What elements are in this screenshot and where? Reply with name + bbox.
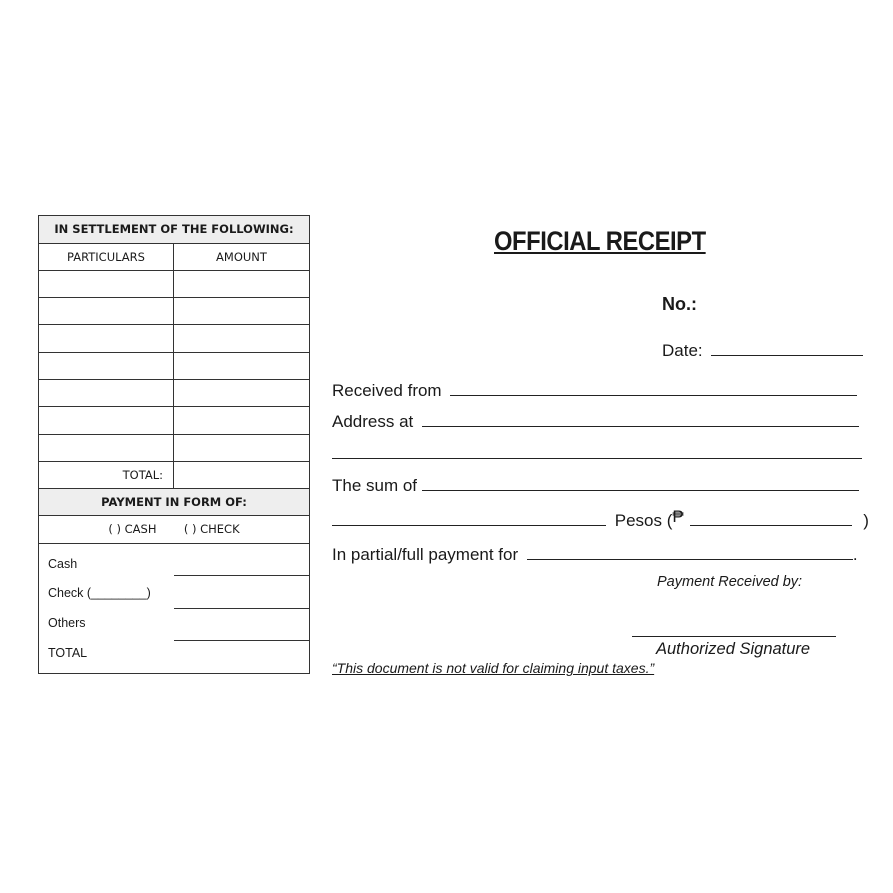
settlement-column-headers	[39, 244, 309, 271]
table-row	[39, 380, 309, 407]
partial-payment-period: .	[852, 545, 858, 564]
pesos-close-paren: )	[863, 511, 869, 530]
signature-line[interactable]	[632, 636, 836, 637]
particulars-cell[interactable]	[39, 380, 174, 406]
amount-cell[interactable]	[174, 435, 309, 461]
table-row	[39, 271, 309, 298]
authorized-signature-label: Authorized Signature	[656, 640, 811, 658]
cash-amount-line[interactable]	[174, 575, 309, 576]
address-second-line-field	[332, 443, 862, 464]
check-label: Check (________)	[48, 586, 151, 600]
payment-form-header	[39, 489, 309, 516]
amount-cell[interactable]	[174, 271, 309, 297]
pesos-words-input-line[interactable]	[332, 510, 606, 526]
pesos-label: Pesos (	[614, 511, 673, 530]
cash-option[interactable]: ( ) CASH	[108, 522, 157, 536]
address-input-line[interactable]	[422, 411, 859, 427]
date-field	[662, 340, 863, 361]
address-label: Address at	[332, 412, 414, 431]
amount-column-header: AMOUNT	[216, 250, 267, 264]
date-label: Date:	[662, 341, 703, 360]
receipt-title: OFFICIAL RECEIPT	[494, 226, 706, 256]
settlement-total-label: TOTAL:	[39, 462, 174, 488]
peso-sign: ₱	[672, 507, 684, 526]
payment-mode-row	[39, 516, 309, 544]
particulars-cell[interactable]	[39, 353, 174, 379]
table-row	[39, 325, 309, 353]
amount-cell[interactable]	[174, 298, 309, 324]
payment-form-header-text: PAYMENT IN FORM OF:	[101, 495, 247, 509]
disclaimer-text: “This document is not valid for claiming input taxes.”	[332, 660, 655, 676]
settlement-header-text: IN SETTLEMENT OF THE FOLLOWING:	[54, 222, 294, 236]
table-row	[39, 298, 309, 325]
table-row	[39, 353, 309, 380]
amount-cell[interactable]	[174, 353, 309, 379]
sum-label: The sum of	[332, 476, 418, 495]
table-row	[39, 435, 309, 462]
partial-payment-input-line[interactable]	[527, 544, 853, 560]
date-input-line[interactable]	[711, 340, 863, 356]
received-from-field	[332, 380, 857, 401]
partial-payment-label: In partial/full payment for	[332, 545, 519, 564]
sum-words-input-line[interactable]	[422, 475, 859, 491]
check-option[interactable]: ( ) CHECK	[183, 522, 240, 536]
amount-cell[interactable]	[174, 407, 309, 434]
particulars-cell[interactable]	[39, 271, 174, 297]
particulars-cell[interactable]	[39, 325, 174, 352]
amount-cell[interactable]	[174, 325, 309, 352]
pesos-amount-input-line[interactable]	[690, 510, 852, 526]
settlement-total-row	[39, 462, 309, 489]
settlement-total-amount[interactable]	[174, 462, 309, 488]
received-from-label: Received from	[332, 381, 442, 400]
particulars-cell[interactable]	[39, 435, 174, 461]
particulars-cell[interactable]	[39, 298, 174, 324]
cash-label: Cash	[48, 557, 78, 571]
address-field	[332, 411, 859, 432]
settlement-header	[39, 216, 309, 244]
payment-total-label: TOTAL	[48, 646, 88, 660]
sum-field	[332, 475, 859, 496]
others-amount-line[interactable]	[174, 640, 309, 641]
payment-received-by-label: Payment Received by:	[657, 574, 803, 590]
receipt-number-label: No.:	[662, 294, 697, 314]
table-row	[39, 407, 309, 435]
others-label: Others	[48, 616, 86, 630]
pesos-field	[332, 507, 869, 531]
particulars-cell[interactable]	[39, 407, 174, 434]
received-from-input-line[interactable]	[450, 380, 857, 396]
address-second-input-line[interactable]	[332, 443, 862, 459]
amount-cell[interactable]	[174, 380, 309, 406]
partial-payment-field	[332, 544, 858, 565]
check-amount-line[interactable]	[174, 608, 309, 609]
particulars-column-header: PARTICULARS	[39, 244, 174, 270]
settlement-table	[38, 215, 310, 674]
